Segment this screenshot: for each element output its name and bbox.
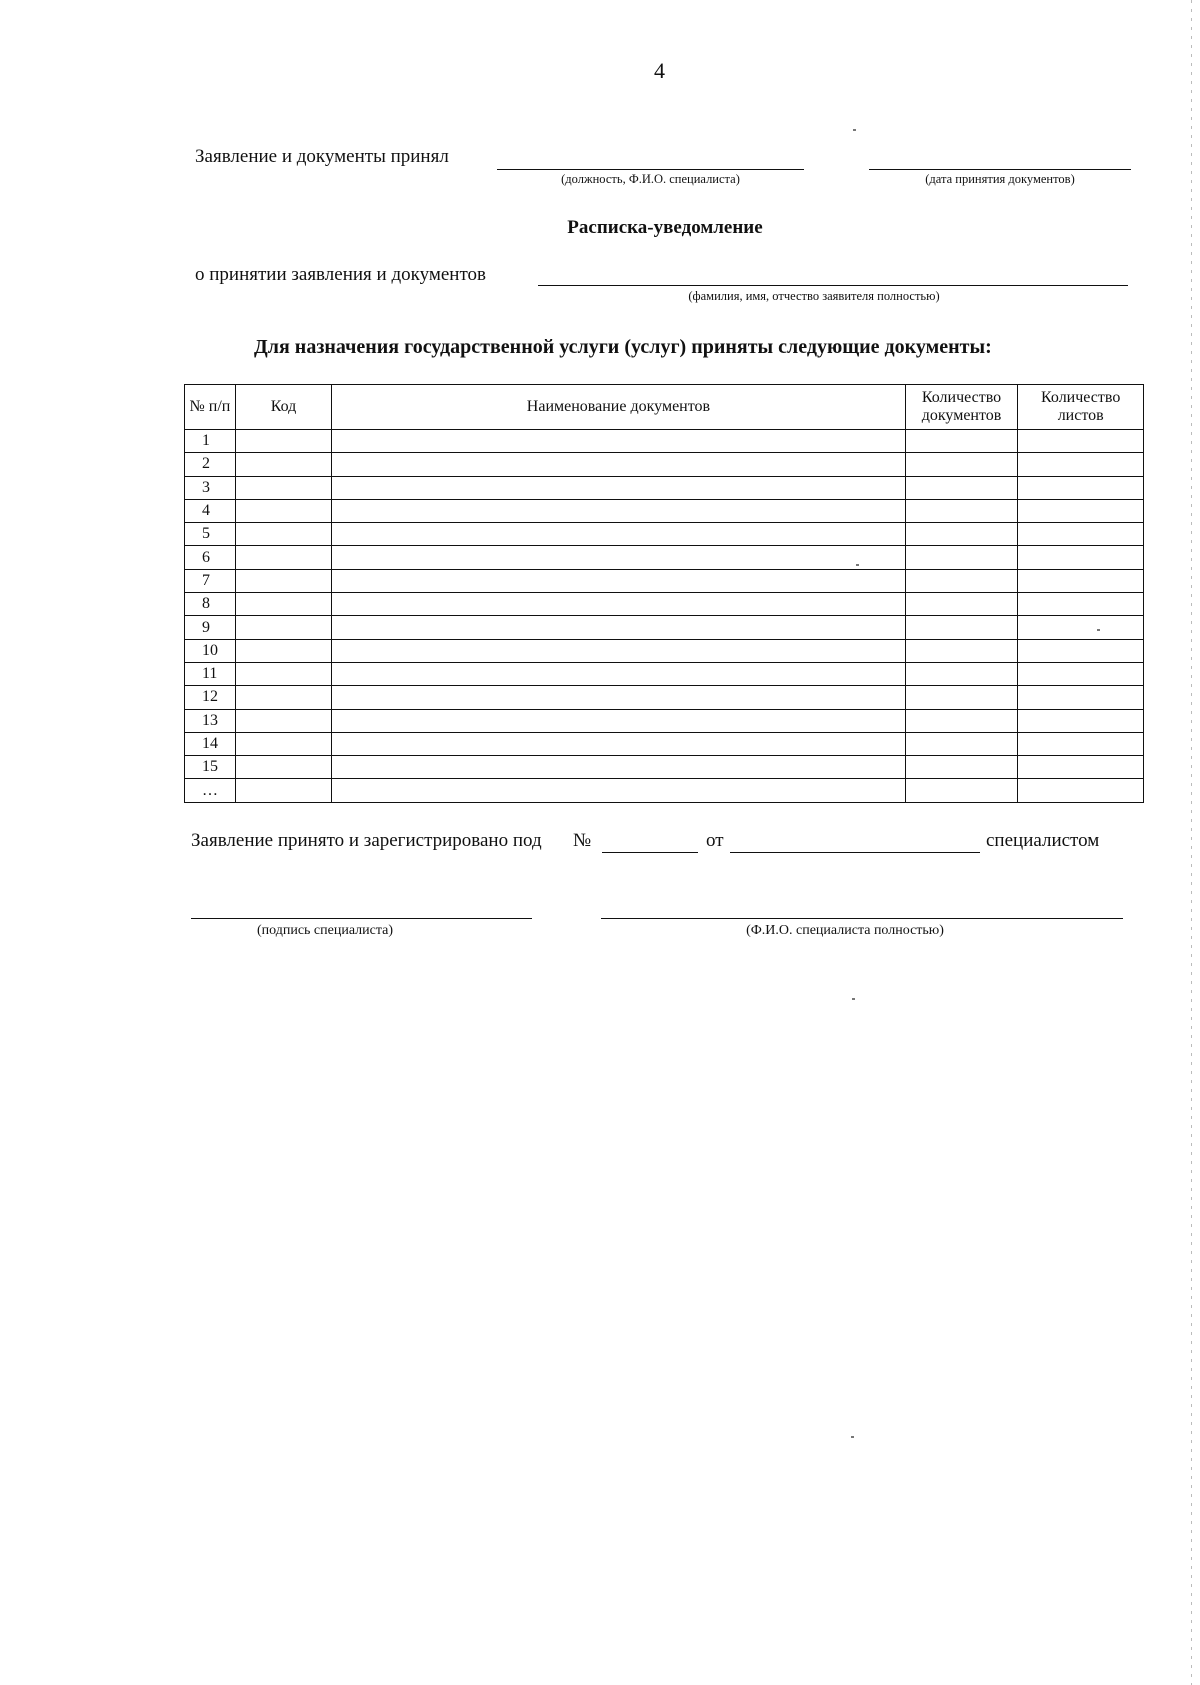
row-document-count-cell[interactable]: [905, 756, 1018, 779]
row-code-cell[interactable]: [235, 453, 331, 476]
table-heading: Для назначения государственной услуги (услуг) приняты следующие документы:: [254, 336, 992, 358]
row-sheet-count-cell[interactable]: [1018, 569, 1144, 592]
row-code-cell[interactable]: [235, 639, 331, 662]
applicant-name-field[interactable]: [538, 264, 1128, 286]
table-row: [185, 546, 1144, 569]
documents-table: [184, 384, 1144, 803]
table-row: [185, 662, 1144, 685]
row-document-name-cell[interactable]: [332, 523, 906, 546]
table-row: [185, 476, 1144, 499]
receipt-title: Расписка-уведомление: [567, 217, 763, 238]
receipt-label: о принятии заявления и документов: [195, 264, 486, 285]
row-document-count-cell[interactable]: [905, 476, 1018, 499]
row-document-count-cell[interactable]: [905, 686, 1018, 709]
row-code-cell[interactable]: [235, 709, 331, 732]
row-sheet-count-cell[interactable]: [1018, 453, 1144, 476]
row-document-name-cell[interactable]: [332, 593, 906, 616]
row-sheet-count-cell[interactable]: [1018, 639, 1144, 662]
accepted-label: Заявление и документы принял: [195, 146, 449, 167]
row-document-name-cell[interactable]: [332, 569, 906, 592]
row-document-name-cell[interactable]: [332, 756, 906, 779]
row-code-cell[interactable]: [235, 430, 331, 453]
header-sheets: Количество листов: [1018, 385, 1144, 430]
row-code-cell[interactable]: [235, 546, 331, 569]
table-row: [185, 499, 1144, 522]
row-document-name-cell[interactable]: [332, 686, 906, 709]
table-row: [185, 756, 1144, 779]
row-document-name-cell[interactable]: [332, 732, 906, 755]
row-code-cell[interactable]: [235, 756, 331, 779]
row-document-count-cell[interactable]: [905, 430, 1018, 453]
row-number-cell: 7: [185, 569, 236, 592]
table-body: [185, 430, 1144, 803]
row-document-count-cell[interactable]: [905, 639, 1018, 662]
row-code-cell[interactable]: [235, 593, 331, 616]
scan-speck: [1097, 629, 1100, 631]
row-document-name-cell[interactable]: [332, 453, 906, 476]
row-number-cell: 15: [185, 756, 236, 779]
row-code-cell[interactable]: [235, 569, 331, 592]
row-document-count-cell[interactable]: [905, 523, 1018, 546]
row-document-name-cell[interactable]: [332, 662, 906, 685]
from-label: от: [706, 830, 724, 851]
table-row: [185, 639, 1144, 662]
row-sheet-count-cell[interactable]: [1018, 593, 1144, 616]
page-number: 4: [654, 58, 665, 83]
row-number-cell: 2: [185, 453, 236, 476]
row-code-cell[interactable]: [235, 662, 331, 685]
table-row: [185, 569, 1144, 592]
row-document-count-cell[interactable]: [905, 732, 1018, 755]
table-row: [185, 616, 1144, 639]
row-document-name-cell[interactable]: [332, 476, 906, 499]
row-document-count-cell[interactable]: [905, 709, 1018, 732]
header-name: Наименование документов: [332, 385, 906, 430]
row-code-cell[interactable]: [235, 686, 331, 709]
header-code: Код: [235, 385, 331, 430]
row-document-name-cell[interactable]: [332, 430, 906, 453]
row-sheet-count-cell[interactable]: [1018, 709, 1144, 732]
scan-speck: [853, 129, 856, 131]
table-row: [185, 593, 1144, 616]
fullname-caption: (Ф.И.О. специалиста полностью): [746, 923, 944, 938]
row-sheet-count-cell[interactable]: [1018, 756, 1144, 779]
row-document-name-cell[interactable]: [332, 546, 906, 569]
scan-speck: [852, 998, 855, 1000]
row-sheet-count-cell[interactable]: [1018, 546, 1144, 569]
number-sign: №: [573, 830, 592, 851]
table-row: [185, 523, 1144, 546]
scan-speck: [856, 564, 859, 566]
row-sheet-count-cell[interactable]: [1018, 662, 1144, 685]
row-document-name-cell[interactable]: [332, 499, 906, 522]
row-number-cell: 11: [185, 662, 236, 685]
accepted-date-field[interactable]: [869, 147, 1131, 170]
table-row: [185, 779, 1144, 802]
row-document-name-cell[interactable]: [332, 639, 906, 662]
row-number-cell: 1: [185, 430, 236, 453]
row-document-count-cell[interactable]: [905, 499, 1018, 522]
row-sheet-count-cell[interactable]: [1018, 499, 1144, 522]
row-number-cell: 9: [185, 616, 236, 639]
row-sheet-count-cell[interactable]: [1018, 686, 1144, 709]
row-number-cell: 3: [185, 476, 236, 499]
table-row: [185, 430, 1144, 453]
row-code-cell[interactable]: [235, 732, 331, 755]
accepted-position-field[interactable]: [497, 147, 804, 170]
row-number-cell: 14: [185, 732, 236, 755]
row-document-count-cell[interactable]: [905, 593, 1018, 616]
row-sheet-count-cell[interactable]: [1018, 476, 1144, 499]
row-number-cell: 13: [185, 709, 236, 732]
row-sheet-count-cell[interactable]: [1018, 779, 1144, 802]
registration-date-field[interactable]: [730, 830, 980, 853]
accepted-date-caption: (дата принятия документов): [925, 172, 1075, 186]
row-number-cell: …: [185, 779, 236, 802]
specialist-fullname-field[interactable]: [601, 896, 1123, 919]
registration-number-field[interactable]: [602, 830, 698, 853]
row-document-count-cell[interactable]: [905, 453, 1018, 476]
row-document-count-cell[interactable]: [905, 616, 1018, 639]
row-code-cell[interactable]: [235, 523, 331, 546]
table-header-row: [185, 385, 1144, 430]
row-code-cell[interactable]: [235, 499, 331, 522]
row-number-cell: 12: [185, 686, 236, 709]
table-row: [185, 453, 1144, 476]
row-code-cell[interactable]: [235, 779, 331, 802]
accepted-position-caption: (должность, Ф.И.О. специалиста): [561, 172, 740, 186]
row-number-cell: 8: [185, 593, 236, 616]
row-number-cell: 5: [185, 523, 236, 546]
row-sheet-count-cell[interactable]: [1018, 523, 1144, 546]
table-row: [185, 732, 1144, 755]
row-sheet-count-cell[interactable]: [1018, 616, 1144, 639]
registered-label: Заявление принято и зарегистрировано под: [191, 830, 542, 851]
row-document-name-cell[interactable]: [332, 779, 906, 802]
scan-edge: [1191, 0, 1192, 1685]
row-document-name-cell[interactable]: [332, 616, 906, 639]
row-document-count-cell[interactable]: [905, 779, 1018, 802]
specialist-label: специалистом: [986, 830, 1100, 851]
signature-field[interactable]: [191, 896, 532, 919]
table-row: [185, 686, 1144, 709]
row-document-count-cell[interactable]: [905, 569, 1018, 592]
row-sheet-count-cell[interactable]: [1018, 732, 1144, 755]
row-code-cell[interactable]: [235, 476, 331, 499]
row-number-cell: 10: [185, 639, 236, 662]
row-number-cell: 4: [185, 499, 236, 522]
applicant-name-caption: (фамилия, имя, отчество заявителя полностью): [688, 289, 940, 303]
table-row: [185, 709, 1144, 732]
row-code-cell[interactable]: [235, 616, 331, 639]
row-document-name-cell[interactable]: [332, 709, 906, 732]
header-num: № п/п: [185, 385, 236, 430]
header-count: Количество документов: [905, 385, 1018, 430]
scan-speck: [851, 1436, 854, 1438]
row-sheet-count-cell[interactable]: [1018, 430, 1144, 453]
signature-caption: (подпись специалиста): [256, 923, 394, 938]
row-number-cell: 6: [185, 546, 236, 569]
row-document-count-cell[interactable]: [905, 662, 1018, 685]
row-document-count-cell[interactable]: [905, 546, 1018, 569]
